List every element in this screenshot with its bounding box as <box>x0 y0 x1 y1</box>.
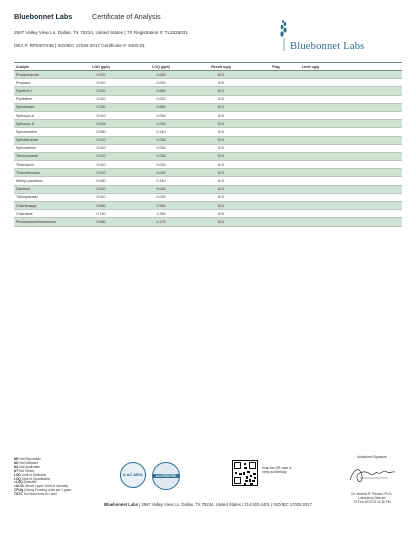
limit-cell <box>300 193 402 201</box>
flag-cell <box>250 87 300 95</box>
results-table <box>14 62 402 227</box>
legend-text: Not Reportable <box>19 457 41 461</box>
lod-cell: 0.010 <box>70 161 130 169</box>
analyte-cell: Spiromesifen <box>14 128 70 136</box>
logo-text: Bluebonnet Labs <box>290 41 365 52</box>
table-header-row <box>14 63 402 71</box>
result-cell: N D <box>190 218 250 226</box>
loq-cell: 0.030 <box>130 161 190 169</box>
legend-text: Not Tested <box>19 468 35 473</box>
flag-cell <box>250 218 300 226</box>
analyte-cell: Tebuconazole <box>14 152 70 160</box>
flag-cell <box>250 79 300 87</box>
legend-text: Limit of Detection <box>21 472 47 477</box>
legend-abbr: NR <box>14 457 19 461</box>
analyte-cell: Pentachloronitrobenzene <box>14 218 70 226</box>
legend-abbr: NT <box>14 468 19 473</box>
limit-cell <box>300 161 402 169</box>
legend-text: Too Numerous to Count <box>23 492 57 497</box>
limit-cell <box>300 111 402 119</box>
lod-cell: 0.060 <box>70 218 130 226</box>
lod-cell: 0.010 <box>70 144 130 152</box>
loq-cell: 2.500 <box>130 202 190 210</box>
analyte-cell: Spirotetramat <box>14 136 70 144</box>
flag-cell <box>250 152 300 160</box>
table-row <box>14 136 402 144</box>
flag-cell <box>250 169 300 177</box>
result-cell: N D <box>190 120 250 128</box>
legend-text: Not Applicable <box>19 464 40 469</box>
analyte-cell: Chlorfenapyr <box>14 202 70 210</box>
table-row <box>14 193 402 201</box>
limit-cell <box>300 95 402 103</box>
ilac-mra-text: ILAC-MRA <box>123 472 143 477</box>
loq-cell: 0.030 <box>130 79 190 87</box>
flag-cell <box>250 144 300 152</box>
limit-cell <box>300 136 402 144</box>
document-title: Certificate of Analysis <box>92 12 161 21</box>
lod-cell: 0.010 <box>70 136 130 144</box>
lod-cell: 0.010 <box>70 185 130 193</box>
limit-cell <box>300 202 402 210</box>
lod-cell: 0.010 <box>70 95 130 103</box>
analyte-cell: Pyridaben <box>14 95 70 103</box>
legend-text: Above Upper Limit of Linearity <box>25 484 68 489</box>
col-analyte: Analyte <box>14 63 70 71</box>
analyte-cell: Chlordane <box>14 210 70 218</box>
flag-cell <box>250 120 300 128</box>
legend-abbr: <LOQ <box>14 480 23 485</box>
analyte-cell: Propiconazole <box>14 71 70 79</box>
table-row <box>14 152 402 160</box>
dea-certificate-line: DEA #: RP0407436 | ISO/IEC 17025:2017 Certificate #: 6400.01 <box>14 43 145 48</box>
result-cell: N D <box>190 95 250 103</box>
analyte-cell: Thiacloprid <box>14 161 70 169</box>
legend-abbr: NA <box>14 464 19 469</box>
analyte-cell: Spinetoram <box>14 103 70 111</box>
legend-text: Detected <box>23 480 37 485</box>
lod-cell: 0.830 <box>70 202 130 210</box>
lod-cell: 0.050 <box>70 177 130 185</box>
loq-cell: 0.010 <box>130 120 190 128</box>
loq-cell: 0.040 <box>130 169 190 177</box>
footer-details: | 2567 Valley View Ln, Dallas, TX 75234, United States | 214.503.4401 | ISO/IEC 17025:2017 <box>138 502 312 507</box>
legend-abbr: LOD <box>14 472 21 477</box>
result-cell: N D <box>190 71 250 79</box>
col-limit: Limit ug/g <box>300 63 402 71</box>
signature-image <box>340 462 404 488</box>
loq-cell: 0.030 <box>130 193 190 201</box>
loq-cell: 0.030 <box>130 111 190 119</box>
flag-cell <box>250 111 300 119</box>
qr-instructions-line2: verify authenticity. <box>262 470 288 474</box>
limit-cell <box>300 185 402 193</box>
flag-cell <box>250 161 300 169</box>
flag-cell <box>250 103 300 111</box>
qr-instructions <box>262 466 302 474</box>
analyte-cell: Diazinon <box>14 185 70 193</box>
result-cell: N D <box>190 136 250 144</box>
lod-cell: 0.010 <box>70 169 130 177</box>
table-row <box>14 128 402 136</box>
legend-text: Not Detected <box>19 460 39 465</box>
accredited-seal <box>152 462 180 490</box>
table-row <box>14 185 402 193</box>
result-cell: N D <box>190 111 250 119</box>
legend-text: Limit of Quantitation <box>21 476 51 481</box>
table-row <box>14 202 402 210</box>
loq-cell: 0.030 <box>130 152 190 160</box>
result-cell: N D <box>190 152 250 160</box>
result-cell: N D <box>190 103 250 111</box>
analyte-cell: Spiroxamine <box>14 144 70 152</box>
table-row <box>14 144 402 152</box>
loq-cell: 2.250 <box>130 210 190 218</box>
analyte-cell: Trifloxystrobin <box>14 193 70 201</box>
limit-cell <box>300 79 402 87</box>
limit-cell <box>300 103 402 111</box>
legend-abbr: TNTC <box>14 492 23 497</box>
result-cell: N D <box>190 87 250 95</box>
abbreviation-legend <box>14 458 104 497</box>
lod-cell: 0.005 <box>70 120 130 128</box>
ilac-mra-seal <box>120 462 146 488</box>
flag-cell <box>250 95 300 103</box>
result-cell: N D <box>190 79 250 87</box>
limit-cell <box>300 87 402 95</box>
lab-address: 2567 Valley View Ln, Dallas, TX 75234, United States | TX Registration #: TL2025031 <box>14 30 188 35</box>
loq-cell: 0.060 <box>130 87 190 95</box>
result-cell: N D <box>190 185 250 193</box>
limit-cell <box>300 169 402 177</box>
result-cell: N D <box>190 128 250 136</box>
result-cell: N D <box>190 161 250 169</box>
limit-cell <box>300 210 402 218</box>
legend-text: Colony Forming Units per 1 gram <box>24 488 72 493</box>
limit-cell <box>300 71 402 79</box>
loq-cell: 0.200 <box>130 71 190 79</box>
loq-cell: 0.030 <box>130 136 190 144</box>
col-result: Result ug/g <box>190 63 250 71</box>
signer-role: Laboratory Director <box>358 495 386 500</box>
table-row <box>14 177 402 185</box>
accredited-text: ACCREDITED <box>153 474 179 478</box>
lod-cell: 0.230 <box>70 103 130 111</box>
table-row <box>14 218 402 226</box>
loq-cell: 0.140 <box>130 177 190 185</box>
limit-cell <box>300 128 402 136</box>
analyte-cell: Spinosyn A <box>14 111 70 119</box>
legend-abbr: >ULOL <box>14 484 25 489</box>
loq-cell: 0.170 <box>130 218 190 226</box>
analyte-cell: Thiamethoxam <box>14 169 70 177</box>
col-lod: LOD (ppb) <box>70 63 130 71</box>
table-row <box>14 71 402 79</box>
legend-abbr: ND <box>14 460 19 465</box>
bluebonnet-logo <box>278 20 402 52</box>
lod-cell: 0.050 <box>70 128 130 136</box>
lod-cell: 0.740 <box>70 210 130 218</box>
analyte-cell: Methyl parathion <box>14 177 70 185</box>
result-cell: N D <box>190 144 250 152</box>
flag-cell <box>250 193 300 201</box>
loq-cell: 0.030 <box>130 95 190 103</box>
loq-cell: 0.140 <box>130 128 190 136</box>
table-row <box>14 111 402 119</box>
result-cell: N D <box>190 202 250 210</box>
result-cell: N D <box>190 177 250 185</box>
limit-cell <box>300 144 402 152</box>
lod-cell: 0.010 <box>70 79 130 87</box>
col-loq: LOQ (ppb) <box>130 63 190 71</box>
qr-instructions-line1: Scan the QR code to <box>262 466 292 470</box>
lod-cell: 0.020 <box>70 87 130 95</box>
legend-abbr: CFU/g <box>14 488 24 493</box>
flag-cell <box>250 210 300 218</box>
analyte-cell: Pyrethrin I <box>14 87 70 95</box>
qr-code[interactable] <box>232 460 258 486</box>
flag-cell <box>250 202 300 210</box>
limit-cell <box>300 152 402 160</box>
table-row <box>14 161 402 169</box>
flag-cell <box>250 185 300 193</box>
result-cell: N D <box>190 169 250 177</box>
table-row <box>14 95 402 103</box>
signature-block <box>340 455 404 505</box>
table-row <box>14 120 402 128</box>
flag-cell <box>250 128 300 136</box>
loq-cell: 0.030 <box>130 144 190 152</box>
footer-brand: Bluebonnet Labs <box>104 502 139 507</box>
result-cell: N D <box>190 210 250 218</box>
col-flag: Flag <box>250 63 300 71</box>
flag-cell <box>250 136 300 144</box>
lod-cell: 0.010 <box>70 111 130 119</box>
signer-name: Dr. Andrew R. Pizzaro, Ph.D. <box>351 492 393 496</box>
flag-cell <box>250 71 300 79</box>
brand-name: Bluebonnet Labs <box>14 12 73 21</box>
analyte-cell: Spinosyn D <box>14 120 70 128</box>
lod-cell: 0.070 <box>70 71 130 79</box>
table-row <box>14 79 402 87</box>
signature-date: 13-Feb-2023 02:11:36 PM <box>353 499 391 504</box>
loq-cell: 0.040 <box>130 185 190 193</box>
limit-cell <box>300 218 402 226</box>
limit-cell <box>300 177 402 185</box>
analyte-cell: Propoxur <box>14 79 70 87</box>
legend-item <box>14 493 104 497</box>
result-cell: N D <box>190 193 250 201</box>
signature-title: Authorized Signature <box>357 455 387 459</box>
table-row <box>14 87 402 95</box>
flag-cell <box>250 177 300 185</box>
table-row <box>14 169 402 177</box>
legend-abbr: LOQ <box>14 476 21 481</box>
lod-cell: 0.010 <box>70 193 130 201</box>
loq-cell: 0.690 <box>130 103 190 111</box>
lod-cell: 0.010 <box>70 152 130 160</box>
table-row <box>14 210 402 218</box>
table-row <box>14 103 402 111</box>
limit-cell <box>300 120 402 128</box>
